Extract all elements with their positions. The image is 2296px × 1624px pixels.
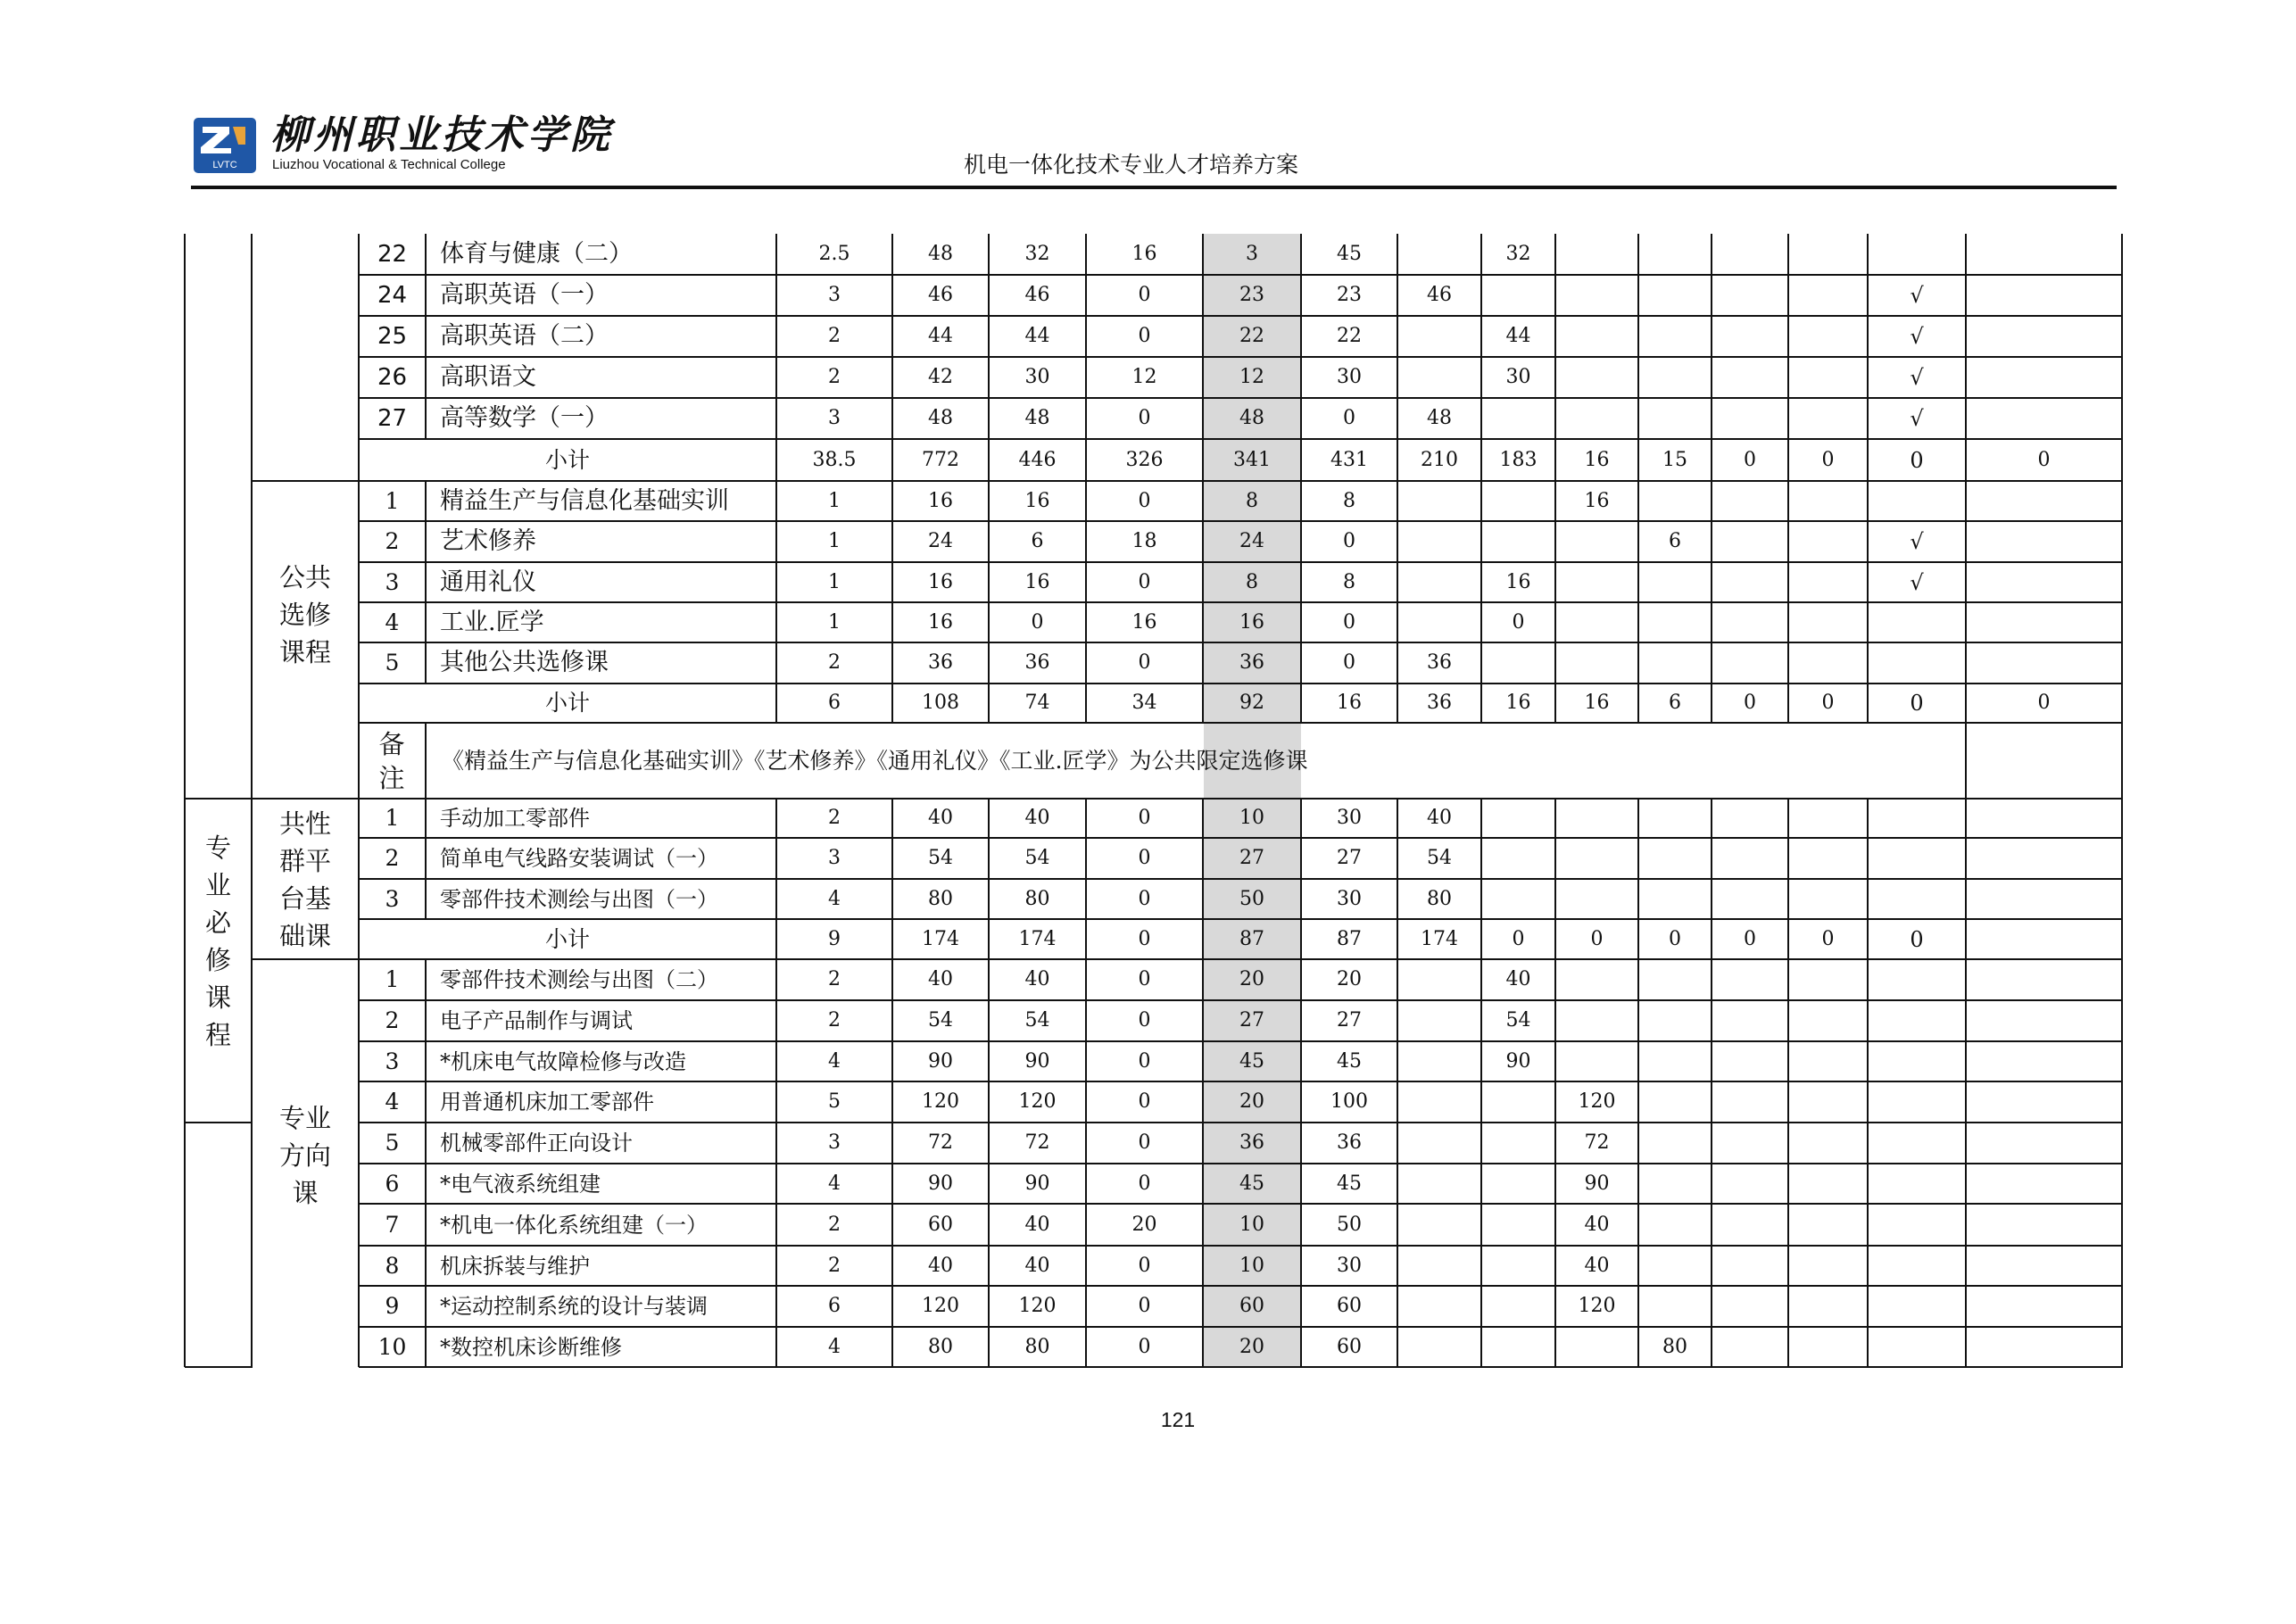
cell-c1: 23 bbox=[1239, 284, 1264, 306]
course-number: 6 bbox=[385, 1170, 400, 1197]
cell-c2: 23 bbox=[1337, 284, 1362, 306]
cell-practice: 0 bbox=[1138, 570, 1151, 593]
course-number: 9 bbox=[385, 1293, 400, 1319]
cell-credit: 2 bbox=[828, 968, 841, 990]
cell-theory: 74 bbox=[1024, 692, 1050, 714]
cell-c1: 27 bbox=[1239, 847, 1264, 869]
course-name: 精益生产与信息化基础实训 bbox=[440, 486, 729, 515]
course-number: 27 bbox=[377, 405, 408, 432]
cell-theory: 32 bbox=[1024, 243, 1050, 265]
cell-total: 120 bbox=[922, 1295, 959, 1317]
course-number: 3 bbox=[385, 885, 400, 912]
cell-s2: 16 bbox=[1505, 692, 1531, 714]
cell-theory: 40 bbox=[1024, 1213, 1050, 1236]
cell-c2: 87 bbox=[1337, 927, 1362, 950]
cell-c2: 36 bbox=[1337, 1131, 1362, 1154]
cell-theory: 54 bbox=[1024, 1009, 1050, 1032]
cell-s3: 16 bbox=[1584, 692, 1610, 714]
cell-credit: 2 bbox=[828, 651, 841, 674]
course-name: *电气液系统组建 bbox=[440, 1171, 601, 1197]
course-name: *数控机床诊断维修 bbox=[440, 1334, 622, 1360]
cell-theory: 30 bbox=[1024, 366, 1050, 388]
cell-c1: 92 bbox=[1239, 692, 1264, 714]
cell-theory: 90 bbox=[1024, 1172, 1050, 1195]
cell-theory: 40 bbox=[1024, 968, 1050, 990]
cell-c2: 20 bbox=[1337, 968, 1362, 990]
cell-c2: 27 bbox=[1337, 847, 1362, 869]
cell-credit: 5 bbox=[828, 1090, 841, 1113]
cell-credit: 4 bbox=[828, 1049, 841, 1073]
cell-s2: 54 bbox=[1505, 1009, 1531, 1032]
course-number: 8 bbox=[385, 1252, 400, 1279]
cell-chk: 0 bbox=[1910, 691, 1924, 716]
cell-credit: 38.5 bbox=[812, 448, 857, 471]
cell-s6: 0 bbox=[1821, 692, 1835, 714]
cell-s3: 72 bbox=[1584, 1131, 1610, 1154]
course-number: 4 bbox=[385, 609, 400, 635]
course-name: *运动控制系统的设计与装调 bbox=[440, 1294, 708, 1319]
course-number: 2 bbox=[385, 845, 400, 871]
cell-practice: 0 bbox=[1138, 489, 1151, 512]
table-rule bbox=[184, 234, 186, 1367]
group-label-public-elective: 公共选修课程 bbox=[278, 562, 331, 667]
course-name: 简单电气线路安装调试（一） bbox=[440, 846, 718, 871]
cell-theory: 90 bbox=[1024, 1049, 1050, 1073]
course-name: 零部件技术测绘与出图（二） bbox=[440, 967, 718, 992]
cell-theory: 40 bbox=[1024, 1254, 1050, 1277]
cell-c1: 27 bbox=[1239, 1009, 1264, 1032]
college-name-cn: 柳州职业技术学院 bbox=[270, 112, 613, 158]
cell-credit: 2 bbox=[828, 325, 841, 347]
cell-c1: 3 bbox=[1246, 243, 1258, 265]
cell-practice: 0 bbox=[1138, 887, 1151, 910]
cell-s2: 32 bbox=[1505, 243, 1531, 265]
cell-total: 80 bbox=[928, 1335, 953, 1358]
cell-total: 60 bbox=[928, 1213, 953, 1236]
cell-chk: √ bbox=[1910, 529, 1924, 554]
cell-s2: 90 bbox=[1505, 1049, 1531, 1073]
cell-c2: 431 bbox=[1330, 448, 1368, 471]
cell-credit: 1 bbox=[828, 489, 841, 512]
course-name: 通用礼仪 bbox=[440, 568, 536, 596]
cell-practice: 0 bbox=[1138, 651, 1151, 674]
cell-chk: √ bbox=[1910, 283, 1924, 308]
cell-credit: 4 bbox=[828, 887, 841, 910]
cell-c1: 12 bbox=[1239, 366, 1264, 388]
cell-c2: 0 bbox=[1343, 651, 1355, 674]
cell-practice: 0 bbox=[1138, 1295, 1151, 1317]
course-number: 10 bbox=[377, 1333, 407, 1360]
cell-total: 24 bbox=[928, 530, 953, 552]
cell-theory: 446 bbox=[1018, 448, 1057, 471]
cell-theory: 44 bbox=[1024, 325, 1050, 347]
cell-c2: 30 bbox=[1337, 366, 1362, 388]
cell-c2: 45 bbox=[1337, 1172, 1362, 1195]
cell-total: 90 bbox=[928, 1172, 953, 1195]
cell-practice: 0 bbox=[1138, 927, 1151, 950]
cell-c1: 22 bbox=[1239, 325, 1264, 347]
cell-theory: 54 bbox=[1024, 847, 1050, 869]
cell-s2: 183 bbox=[1499, 448, 1538, 471]
cell-s1: 174 bbox=[1421, 927, 1458, 950]
cell-practice: 0 bbox=[1138, 968, 1151, 990]
cell-practice: 0 bbox=[1138, 284, 1151, 306]
cell-chk: √ bbox=[1910, 406, 1924, 431]
cell-credit: 9 bbox=[828, 927, 841, 950]
cell-credit: 2 bbox=[828, 807, 841, 829]
cell-s3: 16 bbox=[1584, 489, 1610, 512]
course-number: 4 bbox=[385, 1089, 400, 1114]
course-name: 零部件技术测绘与出图（一） bbox=[440, 886, 718, 912]
cell-practice: 12 bbox=[1131, 366, 1157, 388]
cell-chk: √ bbox=[1910, 569, 1924, 595]
cell-c1: 45 bbox=[1239, 1172, 1264, 1195]
cell-s4: 6 bbox=[1669, 530, 1681, 552]
cell-c1: 50 bbox=[1239, 887, 1264, 910]
cell-s5: 0 bbox=[1744, 448, 1756, 471]
cell-c2: 60 bbox=[1337, 1295, 1362, 1317]
cell-c2: 0 bbox=[1343, 407, 1355, 429]
cell-practice: 0 bbox=[1138, 1254, 1151, 1277]
cell-c1: 8 bbox=[1246, 570, 1258, 593]
cell-chk: 0 bbox=[1910, 926, 1924, 952]
page-number: 121 bbox=[1160, 1408, 1196, 1431]
cell-total: 40 bbox=[928, 1254, 953, 1277]
cell-total: 772 bbox=[922, 448, 959, 471]
cell-c1: 24 bbox=[1239, 530, 1264, 552]
cell-credit: 2 bbox=[828, 1254, 841, 1277]
cell-c1: 20 bbox=[1239, 968, 1264, 990]
cell-c1: 10 bbox=[1239, 1254, 1264, 1277]
table-rule bbox=[1867, 799, 1869, 1367]
cell-s1: 80 bbox=[1427, 887, 1452, 910]
cell-total: 174 bbox=[922, 927, 959, 950]
cell-total: 40 bbox=[928, 968, 953, 990]
cell-total: 44 bbox=[928, 325, 953, 347]
cell-total: 16 bbox=[928, 570, 953, 593]
course-number: 1 bbox=[385, 966, 400, 992]
cell-practice: 0 bbox=[1138, 1090, 1151, 1113]
cell-practice: 0 bbox=[1138, 1009, 1151, 1032]
cell-s6: 0 bbox=[1821, 448, 1835, 471]
cell-total: 46 bbox=[928, 284, 953, 306]
cell-credit: 3 bbox=[828, 284, 841, 306]
cell-practice: 326 bbox=[1125, 448, 1164, 471]
cell-practice: 16 bbox=[1131, 610, 1157, 634]
subtotal-label: 小计 bbox=[544, 925, 590, 952]
note-heading: 备注 bbox=[378, 728, 405, 793]
cell-s1: 40 bbox=[1427, 807, 1452, 829]
course-name: 机床拆装与维护 bbox=[440, 1253, 590, 1279]
cell-s4: 6 bbox=[1669, 692, 1681, 714]
course-number: 26 bbox=[377, 364, 408, 391]
cell-chk: √ bbox=[1910, 365, 1924, 390]
cell-practice: 0 bbox=[1138, 1131, 1151, 1154]
cell-total: 16 bbox=[928, 610, 953, 634]
cell-theory: 120 bbox=[1018, 1295, 1057, 1317]
course-number: 2 bbox=[385, 1007, 400, 1033]
course-number: 22 bbox=[377, 241, 408, 268]
cell-total: 72 bbox=[928, 1131, 953, 1154]
cell-theory: 16 bbox=[1024, 489, 1050, 512]
cell-c2: 0 bbox=[1343, 610, 1355, 634]
cell-theory: 40 bbox=[1024, 807, 1050, 829]
cell-credit: 2 bbox=[828, 366, 841, 388]
cell-last: 0 bbox=[2037, 448, 2051, 471]
cell-theory: 16 bbox=[1024, 570, 1050, 593]
cell-total: 90 bbox=[928, 1049, 953, 1073]
subtotal-label: 小计 bbox=[544, 690, 590, 716]
cell-c1: 48 bbox=[1239, 407, 1264, 429]
cell-s1: 48 bbox=[1427, 407, 1452, 429]
cell-c2: 0 bbox=[1343, 530, 1355, 552]
group-label-platform: 共性群平台基础课 bbox=[278, 808, 331, 951]
cell-practice: 0 bbox=[1138, 1335, 1151, 1358]
cell-c2: 50 bbox=[1337, 1213, 1362, 1236]
group-label-major-required: 专业必修课程 bbox=[204, 833, 231, 1050]
cell-theory: 80 bbox=[1024, 1335, 1050, 1358]
course-number: 1 bbox=[385, 805, 400, 831]
cell-c2: 30 bbox=[1337, 807, 1362, 829]
cell-s5: 0 bbox=[1744, 927, 1756, 950]
course-name: 体育与健康（二） bbox=[440, 240, 633, 268]
cell-c1: 10 bbox=[1239, 807, 1264, 829]
cell-c2: 60 bbox=[1337, 1335, 1362, 1358]
cell-credit: 2.5 bbox=[818, 243, 850, 265]
cell-c1: 16 bbox=[1239, 610, 1264, 634]
course-number: 2 bbox=[385, 528, 400, 554]
cell-credit: 2 bbox=[828, 1009, 841, 1032]
table-rule bbox=[185, 1122, 253, 1123]
cell-c2: 45 bbox=[1337, 1049, 1362, 1073]
cell-c1: 36 bbox=[1239, 651, 1264, 674]
course-number: 24 bbox=[377, 282, 408, 309]
cell-practice: 0 bbox=[1138, 807, 1151, 829]
cell-total: 42 bbox=[928, 366, 953, 388]
course-name: *机床电气故障检修与改造 bbox=[440, 1048, 686, 1074]
course-name: 手动加工零部件 bbox=[440, 806, 590, 831]
cell-c2: 30 bbox=[1337, 887, 1362, 910]
course-name: 用普通机床加工零部件 bbox=[440, 1090, 654, 1114]
cell-c2: 100 bbox=[1330, 1090, 1368, 1113]
cell-s2: 44 bbox=[1505, 325, 1531, 347]
cell-total: 54 bbox=[928, 1009, 953, 1032]
cell-theory: 6 bbox=[1031, 530, 1044, 552]
course-name: 艺术修养 bbox=[440, 527, 536, 555]
course-number: 7 bbox=[385, 1211, 400, 1238]
cell-practice: 0 bbox=[1138, 1049, 1151, 1073]
cell-practice: 18 bbox=[1131, 530, 1157, 552]
cell-practice: 20 bbox=[1131, 1213, 1157, 1236]
cell-c1: 87 bbox=[1239, 927, 1264, 950]
course-name: 工业.匠学 bbox=[440, 608, 544, 636]
cell-c2: 45 bbox=[1337, 243, 1362, 265]
cell-credit: 3 bbox=[828, 1131, 841, 1154]
cell-s2: 30 bbox=[1505, 366, 1531, 388]
cell-s3: 40 bbox=[1584, 1254, 1610, 1277]
cell-practice: 0 bbox=[1138, 325, 1151, 347]
cell-theory: 46 bbox=[1024, 284, 1050, 306]
cell-c1: 60 bbox=[1239, 1295, 1264, 1317]
cell-chk: √ bbox=[1910, 324, 1924, 349]
table-rule bbox=[2121, 234, 2123, 1367]
cell-c2: 8 bbox=[1343, 570, 1355, 593]
cell-total: 120 bbox=[922, 1090, 959, 1113]
cell-credit: 3 bbox=[828, 847, 841, 869]
course-name: 高等数学（一） bbox=[440, 404, 609, 432]
cell-theory: 80 bbox=[1024, 887, 1050, 910]
cell-s3: 16 bbox=[1584, 448, 1610, 471]
cell-s3: 40 bbox=[1584, 1213, 1610, 1236]
cell-c1: 36 bbox=[1239, 1131, 1264, 1154]
cell-theory: 0 bbox=[1031, 610, 1044, 634]
cell-s1: 210 bbox=[1421, 448, 1458, 471]
cell-c2: 30 bbox=[1337, 1254, 1362, 1277]
course-name: 电子产品制作与调试 bbox=[440, 1008, 633, 1033]
table-rule bbox=[1711, 799, 1712, 1367]
course-number: 5 bbox=[385, 1130, 400, 1156]
cell-s2: 40 bbox=[1505, 968, 1531, 990]
cell-s3: 120 bbox=[1578, 1090, 1616, 1113]
cell-c2: 27 bbox=[1337, 1009, 1362, 1032]
course-number: 1 bbox=[385, 487, 400, 514]
cell-s3: 0 bbox=[1590, 927, 1604, 950]
course-number: 5 bbox=[385, 650, 400, 675]
cell-total: 80 bbox=[928, 887, 953, 910]
cell-credit: 6 bbox=[828, 692, 841, 714]
cell-c2: 16 bbox=[1337, 692, 1362, 714]
cell-practice: 0 bbox=[1138, 847, 1151, 869]
cell-c1: 341 bbox=[1233, 448, 1271, 471]
cell-c1: 20 bbox=[1239, 1335, 1264, 1358]
course-name: 机械零部件正向设计 bbox=[440, 1131, 633, 1156]
cell-total: 108 bbox=[922, 692, 959, 714]
cell-chk: 0 bbox=[1910, 447, 1924, 473]
subtotal-label: 小计 bbox=[544, 446, 590, 473]
cell-c2: 8 bbox=[1343, 489, 1355, 512]
cell-theory: 120 bbox=[1018, 1090, 1057, 1113]
cell-s3: 120 bbox=[1578, 1295, 1616, 1317]
cell-c1: 10 bbox=[1239, 1213, 1264, 1236]
table-rule bbox=[1787, 799, 1789, 1367]
table-rule bbox=[251, 234, 253, 1367]
college-name-en: Liuzhou Vocational & Technical College bbox=[272, 157, 506, 172]
cell-theory: 36 bbox=[1024, 651, 1050, 674]
cell-last: 0 bbox=[2037, 692, 2051, 714]
course-name: 高职英语（二） bbox=[440, 322, 609, 350]
cell-total: 54 bbox=[928, 847, 953, 869]
cell-s5: 0 bbox=[1744, 692, 1756, 714]
cell-s4: 80 bbox=[1662, 1335, 1687, 1358]
cell-c1: 20 bbox=[1239, 1090, 1264, 1113]
table-rule bbox=[1965, 799, 1967, 1367]
cell-total: 36 bbox=[928, 651, 953, 674]
cell-theory: 174 bbox=[1018, 927, 1057, 950]
cell-theory: 48 bbox=[1024, 407, 1050, 429]
document-title: 机电一体化技术专业人才培养方案 bbox=[964, 152, 1299, 178]
course-name: 高职英语（一） bbox=[440, 281, 609, 309]
course-name: 高职语文 bbox=[440, 363, 536, 391]
cell-practice: 0 bbox=[1138, 1172, 1151, 1195]
cell-s2: 0 bbox=[1512, 610, 1525, 634]
cell-credit: 1 bbox=[828, 610, 841, 634]
cell-practice: 16 bbox=[1131, 243, 1157, 265]
cell-credit: 4 bbox=[828, 1335, 841, 1358]
table-rule bbox=[185, 1366, 253, 1368]
cell-s6: 0 bbox=[1821, 927, 1835, 950]
cell-total: 48 bbox=[928, 407, 953, 429]
cell-total: 16 bbox=[928, 489, 953, 512]
cell-theory: 72 bbox=[1024, 1131, 1050, 1154]
cell-credit: 6 bbox=[828, 1295, 841, 1317]
cell-s3: 90 bbox=[1584, 1172, 1610, 1195]
course-number: 3 bbox=[385, 568, 400, 595]
group-label-direction: 专业方向课 bbox=[278, 1103, 331, 1208]
note-text: 《精益生产与信息化基础实训》《艺术修养》《通用礼仪》《工业.匠学》为公共限定选修课 bbox=[442, 747, 1308, 774]
cell-credit: 3 bbox=[828, 407, 841, 429]
course-number: 3 bbox=[385, 1048, 400, 1074]
cell-s4: 0 bbox=[1669, 927, 1681, 950]
cell-credit: 2 bbox=[828, 1213, 841, 1236]
course-name: *机电一体化系统组建（一） bbox=[440, 1212, 708, 1238]
cell-credit: 1 bbox=[828, 530, 841, 552]
cell-s1: 36 bbox=[1427, 651, 1452, 674]
cell-s4: 15 bbox=[1662, 448, 1687, 471]
course-name: 其他公共选修课 bbox=[440, 649, 609, 676]
cell-s2: 0 bbox=[1512, 927, 1525, 950]
logo-badge-text: LVTC bbox=[212, 160, 237, 170]
cell-s2: 16 bbox=[1505, 570, 1531, 593]
cell-c2: 22 bbox=[1337, 325, 1362, 347]
cell-c1: 8 bbox=[1246, 489, 1258, 512]
cell-practice: 34 bbox=[1131, 692, 1157, 714]
cell-credit: 1 bbox=[828, 570, 841, 593]
cell-s1: 54 bbox=[1427, 847, 1452, 869]
cell-c1: 45 bbox=[1239, 1049, 1264, 1073]
course-number: 25 bbox=[377, 323, 408, 350]
cell-practice: 0 bbox=[1138, 407, 1151, 429]
cell-total: 40 bbox=[928, 807, 953, 829]
cell-credit: 4 bbox=[828, 1172, 841, 1195]
cell-total: 48 bbox=[928, 243, 953, 265]
cell-s1: 46 bbox=[1427, 284, 1452, 306]
cell-s1: 36 bbox=[1427, 692, 1452, 714]
